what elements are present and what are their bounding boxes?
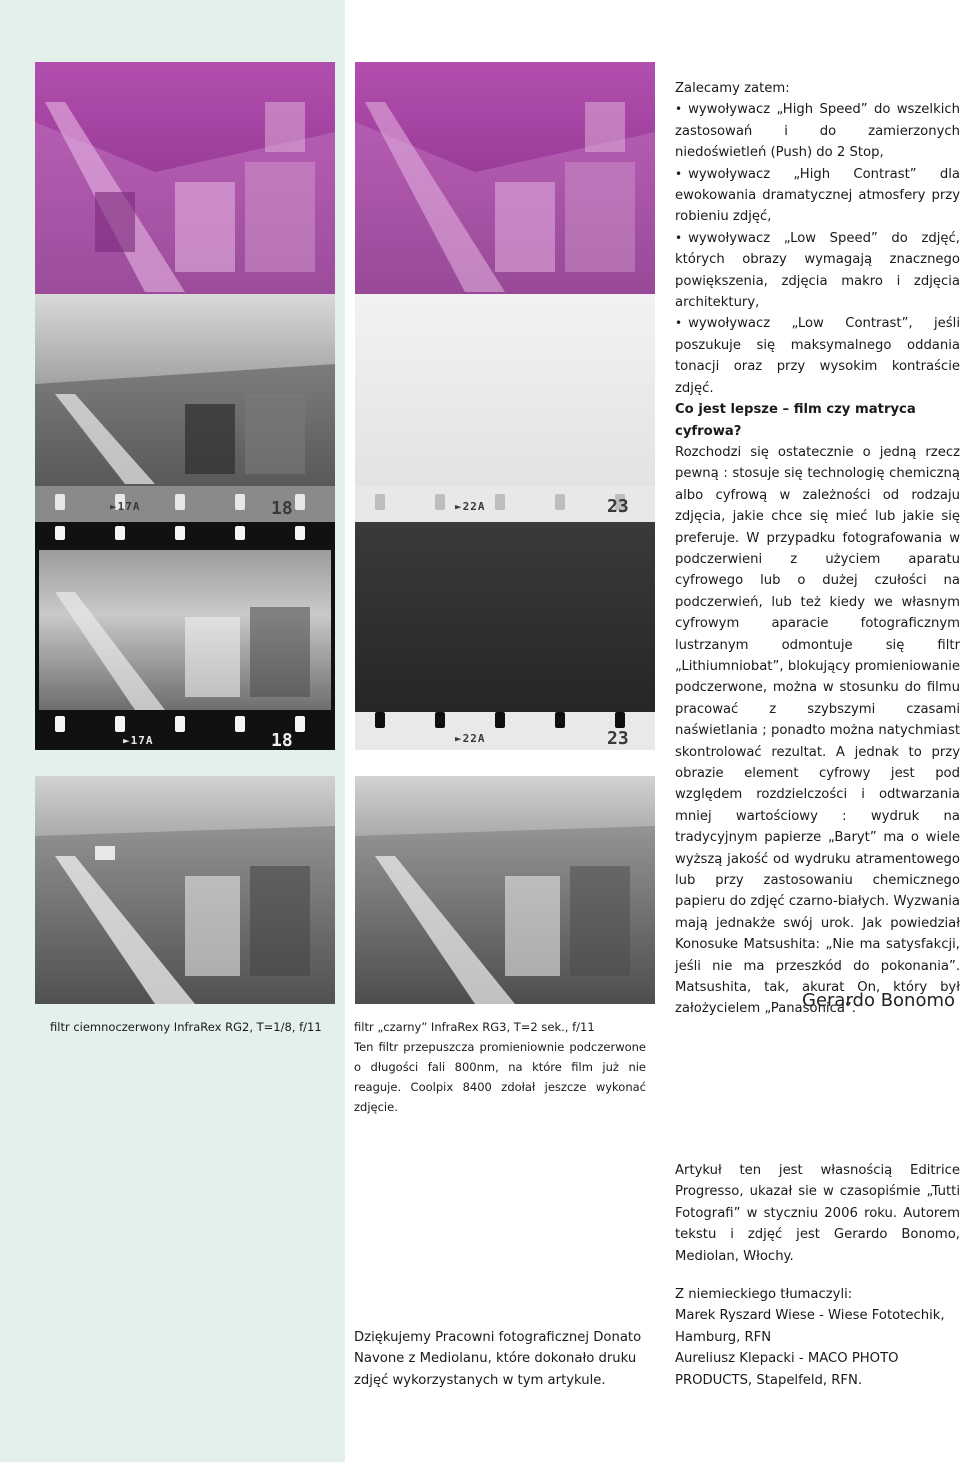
frame-label: ►22A [455, 732, 486, 745]
author-name: Gerardo Bonomo [802, 990, 956, 1011]
bullet-item: • wywoływacz „Low Contrast”, jeśli poszukuje się maksymalnego oddania tonacji oraz przy wysokim kontraście zdjęć. [675, 313, 960, 399]
frame-number: 23 [607, 496, 629, 517]
photo-bw-print-left [35, 776, 335, 1004]
bullet-item: • wywoływacz „High Contrast” dla ewokowania dramatycznej atmosfery przy robieniu zdjęć, [675, 164, 960, 228]
photo-magenta-right [355, 62, 655, 294]
photo-negative-right [355, 522, 655, 750]
caption-right-title: filtr „czarny” InfraRex RG3, T=2 sek., f/11 [354, 1020, 595, 1034]
translator-line: Aureliusz Klepacki - MACO PHOTO PRODUCTS, Stapelfeld, RFN. [675, 1351, 899, 1388]
frame-label: ►17A [110, 500, 141, 513]
bullet-item: • wywoływacz „High Speed” do wszelkich zastosowań i do zamierzonych niedoświetleń (Push) do 2 Stop, [675, 99, 960, 163]
section-heading: Co jest lepsze – film czy matryca cyfrowa? [675, 402, 916, 439]
caption-left: filtr ciemnoczerwony InfraRex RG2, T=1/8, f/11 [50, 1020, 322, 1034]
article-body: Rozchodzi się ostatecznie o jedną rzecz pewną : stosuje się technologię chemiczną albo cyfrową w zależności od rodzaju zdjęcia, jakie chce się mieć lub jakie się preferuje. W przypadku fotografowania w podczerwieni z użyciem aparatu cyfrowego lub o dużej czułości na podczerwień, lub też kiedy we własnym cyfrowym aparacie fotograficznym lustrzanym odmontuje się filtr „Lithiumniobat”, blokujący promieniowanie podczerwone, można w stosunku do filmu pracować z szybszymi czasami naświetlania ; ponadto można natychmiast skontrolować rezultat. A jednak to przy obrazie element cyfrowy jest pod względem rozdzielczości i odtwarzania mniej wartościowy : wydruk na tradycyjnym papierze „Baryt” ma o wiele wyższą jakość od wydruku atramentowego lub przy zastosowaniu chemicznego papieru do zdjęć czarno-białych. Wyzwania mają jednakże swój urok. Jak powiedział Konosuke Matsushita: „Nie ma satysfakcji, jeśli nie ma przeszkód do pokonania”. Matsushita, tak, akurat On, który był założycielem „Panasonica”. [675, 444, 960, 1017]
photo-magenta-left [35, 62, 335, 294]
bullet-item: • wywoływacz „Low Speed” do zdjęć, których obrazy wymagają znacznego powiększenia, zdjęcia makro i zdjęcia architektury, [675, 228, 960, 314]
frame-number: 23 [607, 728, 629, 749]
frame-label: ►17A [123, 734, 154, 747]
photo-bw-print-right [355, 776, 655, 1004]
translator-line: Marek Ryszard Wiese - Wiese Fototechik, Hamburg, RFN [675, 1308, 945, 1345]
frame-number: 18 [271, 498, 293, 519]
photo-bw-cityscape-left [35, 294, 335, 522]
caption-right [354, 1017, 646, 1117]
translators-note [675, 1284, 960, 1391]
frame-label: ►22A [455, 500, 486, 513]
photo-negative-left [35, 522, 335, 750]
translators-title: Z niemieckiego tłumaczyli: [675, 1287, 853, 1302]
thanks-note: Dziękujemy Pracowni fotograficznej Donato Navone z Mediolanu, które dokonało druku zdjęć wykorzystanych w tym artykule. [354, 1330, 642, 1388]
caption-right-body: Ten filtr przepuszcza promieniownie podczerwone o długości fali 800nm, na które film już nie reaguje. Coolpix 8400 zdołał jeszcze wykonać zdjęcie. [354, 1040, 646, 1114]
photo-gray-frame-right [355, 294, 655, 522]
frame-number: 18 [271, 730, 293, 750]
copyright-note: Artykuł ten jest własnością Editrice Progresso, ukazał sie w czasopiśmie „Tutti Fotografi” w styczniu 2006 roku. Autorem tekstu i zdjęć jest Gerardo Bonomo, Mediolan, Włochy. [675, 1163, 960, 1264]
article-text-column [675, 78, 960, 1020]
article-intro: Zalecamy zatem: [675, 81, 790, 96]
